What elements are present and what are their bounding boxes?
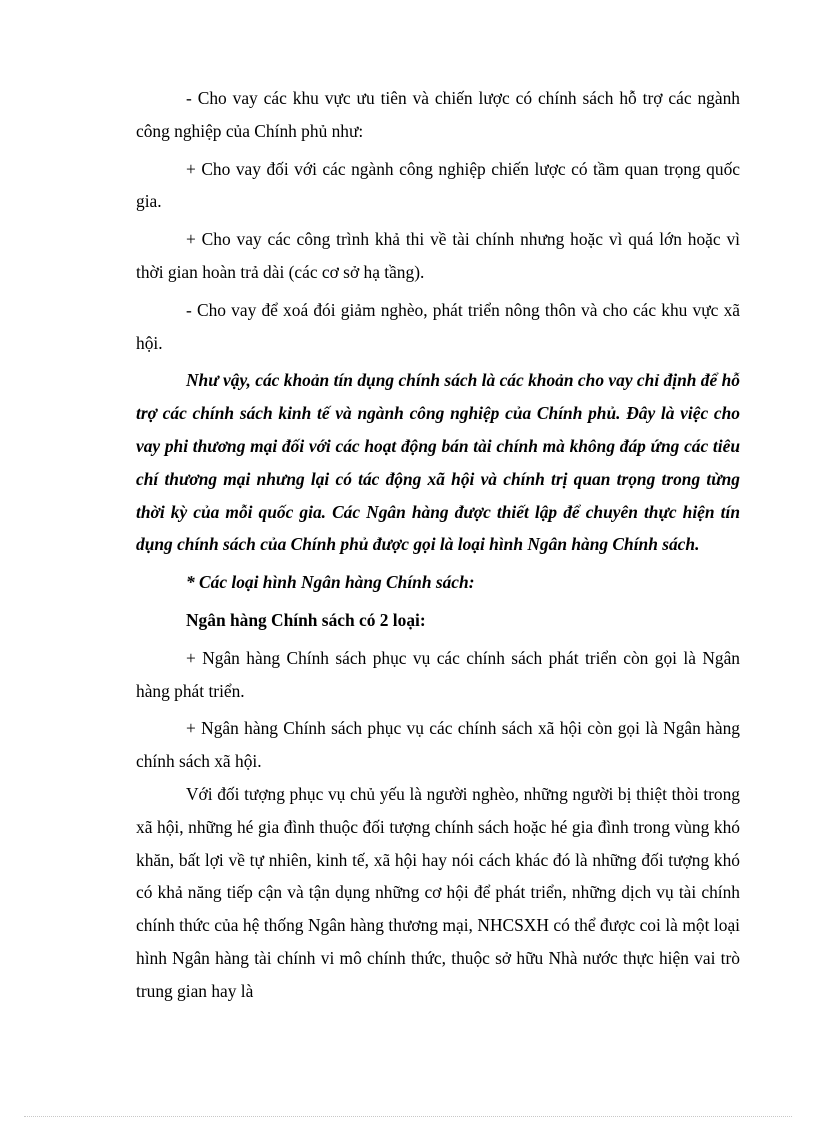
paragraph-priority-sectors: - Cho vay các khu vực ưu tiên và chiến lược có chính sách hỗ trợ các ngành công nghiệp của Chính phủ như:: [136, 88, 740, 141]
document-body: [136, 82, 740, 1008]
paragraph-target-beneficiaries: Với đối tượng phục vụ chủ yếu là người nghèo, những người bị thiệt thòi trong xã hội, những hé gia đình thuộc đối tượng chính sách hoặc hé gia đình trong vùng khó khăn, bất lợi về tự nhiên, kinh tế, xã hội hay nói cách khác đó là những đối tượng khó có khả năng tiếp cận và tận dụng những cơ hội để phát triển, những dịch vụ tài chính chính thức của hệ thống Ngân hàng thương mại, NHCSXH có thể được coi là một loại hình Ngân hàng tài chính vi mô chính thức, thuộc sở hữu Nhà nước thực hiện vai trò trung gian hay là: [136, 783, 740, 1001]
paragraph-development-bank: + Ngân hàng Chính sách phục vụ các chính sách phát triển còn gọi là Ngân hàng phát triển.: [136, 647, 740, 701]
section-heading-policy-bank-types: * Các loại hình Ngân hàng Chính sách:: [186, 572, 475, 593]
paragraph-poverty-reduction: - Cho vay để xoá đói giảm nghèo, phát triển nông thôn và cho các khu vực xã hội.: [136, 299, 740, 353]
paragraph-strategic-industries: + Cho vay đối với các ngành công nghiệp chiến lược có tầm quan trọng quốc gia.: [136, 158, 740, 212]
subheading-two-types: Ngân hàng Chính sách có 2 loại:: [186, 609, 426, 630]
paragraph-policy-credit-definition: Như vậy, các khoản tín dụng chính sách là các khoản cho vay chỉ định để hỗ trợ các chính sách kinh tế và ngành công nghiệp của Chính phủ. Đây là việc cho vay phi thương mại đối với các hoạt động bán tài chính mà không đáp ứng các tiêu chí thương mại nhưng lại có tác động xã hội và chính trị quan trọng trong từng thời kỳ của mỗi quốc gia. Các Ngân hàng được thiết lập để chuyên thực hiện tín dụng chính sách của Chính phủ được gọi là loại hình Ngân hàng Chính sách.: [136, 370, 740, 555]
paragraph-infrastructure-loans: + Cho vay các công trình khả thi về tài chính nhưng hoặc vì quá lớn hoặc vì thời gian hoàn trả dài (các cơ sở hạ tầng).: [136, 229, 740, 282]
paragraph-social-policy-bank: + Ngân hàng Chính sách phục vụ các chính sách xã hội còn gọi là Ngân hàng chính sách xã hội.: [136, 718, 740, 772]
page-bottom-divider: [24, 1116, 792, 1117]
